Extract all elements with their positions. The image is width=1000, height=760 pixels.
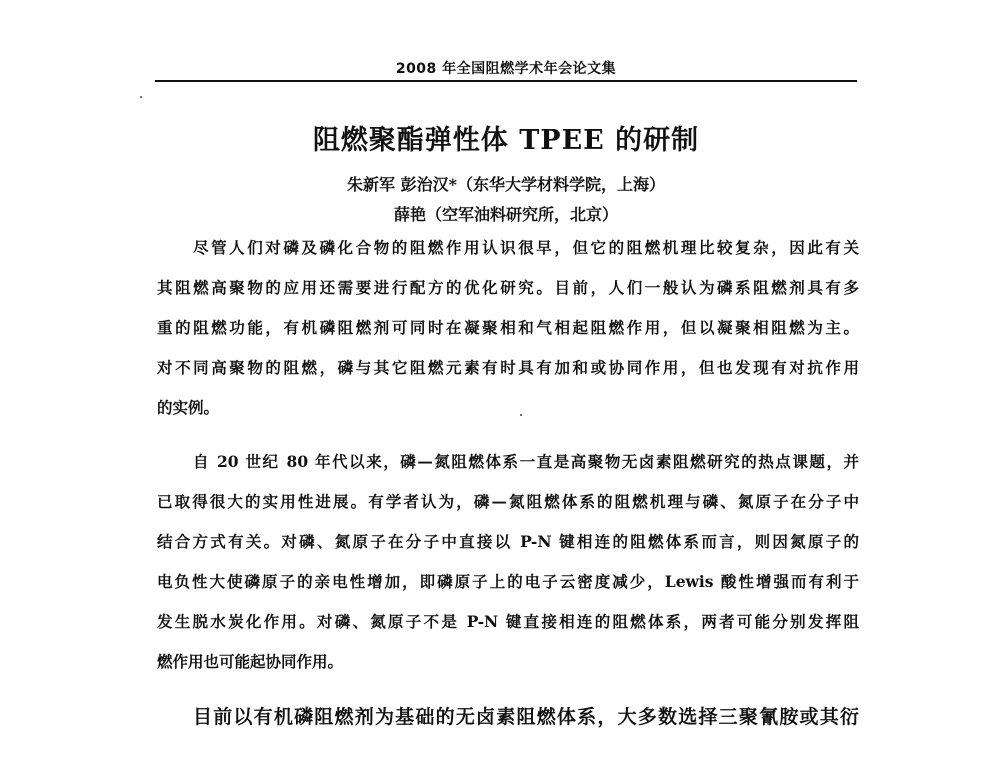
text-line: 自 20 世纪 80 年代以来，磷—氮阻燃体系一直是高聚物无卤素阻燃研究的热点课题，并 [193, 452, 859, 471]
author-line: 朱新军 彭治汉*（东华大学材料学院，上海） [347, 175, 665, 194]
body-paragraph-1 [157, 228, 859, 428]
text-line: 结合方式有关。对磷、氮原子在分子中直接以 P-N 键相连的阻燃体系而言，则因氮原子的 [157, 532, 859, 551]
body-paragraph-3 [157, 697, 859, 737]
author-line-2: 薛艳（空军油料研究所，北京） [393, 205, 618, 224]
header-rule [155, 80, 857, 82]
text-line: 的实例。 [157, 398, 220, 417]
text-line: 其阻燃高聚物的应用还需要进行配方的优化研究。目前，人们一般认为磷系阻燃剂具有多 [157, 278, 859, 297]
text-line: 尽管人们对磷及磷化合物的阻燃作用认识很早，但它的阻燃机理比较复杂，因此有关 [193, 238, 859, 257]
text-line: 电负性大使磷原子的亲电性增加，即磷原子上的电子云密度减少，Lewis 酸性增强而有利于 [157, 572, 859, 591]
text-line: 目前以有机磷阻燃剂为基础的无卤素阻燃体系，大多数选择三聚氰胺或其衍 [193, 706, 859, 728]
body-paragraph-2 [157, 442, 859, 682]
running-header: 2008 年全国阻燃学术年会论文集 [395, 61, 617, 77]
text-line: 发生脱水炭化作用。对磷、氮原子不是 P-N 键直接相连的阻燃体系，两者可能分别发挥阻 [157, 612, 859, 631]
text-line: 已取得很大的实用性进展。有学者认为，磷—氮阻燃体系的阻燃机理与磷、氮原子在分子中 [157, 492, 859, 511]
text-line: 燃作用也可能起协同作用。 [157, 652, 344, 671]
text-line: 对不同高聚物的阻燃，磷与其它阻燃元素有时具有加和或协同作用，但也发现有对抗作用 [157, 358, 859, 377]
text-line: 重的阻燃功能，有机磷阻燃剂可同时在凝聚相和气相起阻燃作用，但以凝聚相阻燃为主。 [157, 318, 859, 337]
paper-title: 阻燃聚酯弹性体 TPEE 的研制 [312, 125, 700, 156]
scan-speck [140, 96, 142, 98]
